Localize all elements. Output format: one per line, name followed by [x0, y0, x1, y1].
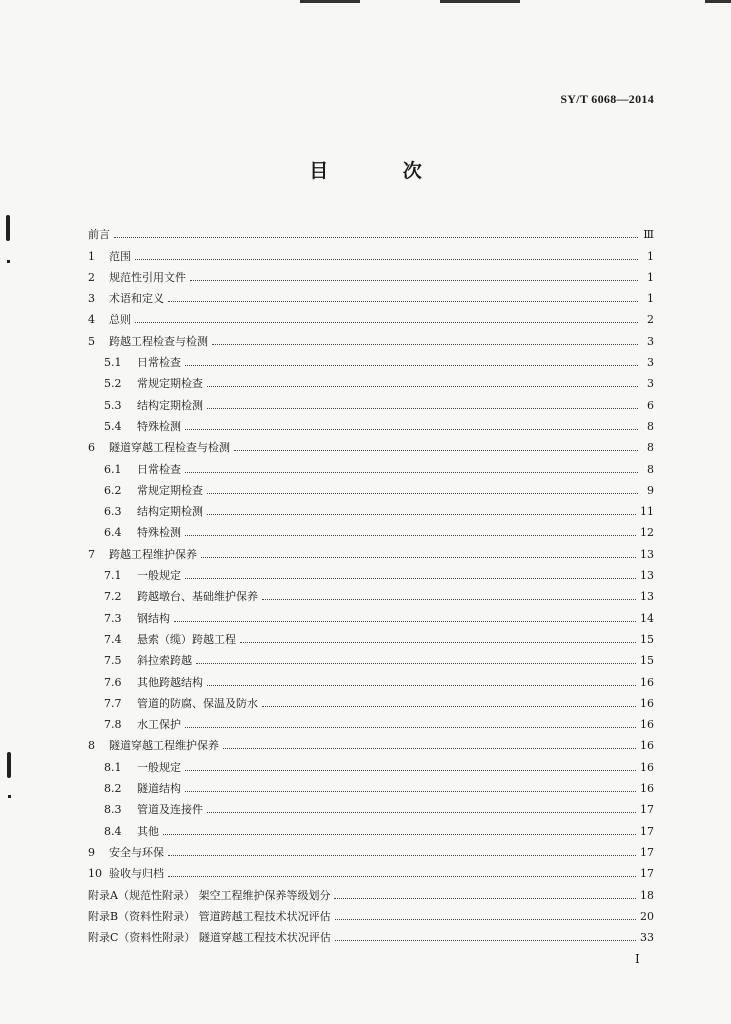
toc-entry-page: 16: [640, 782, 654, 796]
toc-entry-page: 3: [647, 334, 654, 348]
toc-entry[interactable]: [88, 348, 654, 369]
toc-entry[interactable]: [88, 284, 654, 305]
toc-entry[interactable]: [88, 880, 654, 901]
toc-entry-title: 日常检查: [137, 356, 181, 370]
toc-entry-number: 5.4: [104, 419, 122, 433]
toc-entry-title: 常规定期检查: [137, 377, 203, 391]
toc-entry-page: 16: [640, 696, 654, 710]
toc-entry-title: 特殊检测: [137, 526, 181, 540]
toc-entry-title: 总则: [109, 313, 131, 327]
toc-entry[interactable]: [88, 476, 654, 497]
toc-entry-page: 16: [640, 760, 654, 774]
dot-leader: [168, 301, 638, 302]
toc-entry[interactable]: [88, 539, 654, 560]
scan-edge-mark: [705, 0, 731, 3]
toc-entry-page: 12: [640, 526, 654, 540]
toc-entry-page: 8: [647, 462, 654, 476]
toc-entry-title: 跨越工程维护保养: [109, 547, 197, 561]
toc-entry[interactable]: [88, 454, 654, 475]
toc-entry-page: 11: [640, 505, 654, 519]
dot-leader: [207, 685, 636, 686]
toc-entry-page: 16: [640, 739, 654, 753]
toc-entry[interactable]: [88, 305, 654, 326]
toc-entry-number: 6.2: [104, 483, 122, 497]
toc-entry[interactable]: [88, 412, 654, 433]
toc-entry-title: 一般规定: [137, 569, 181, 583]
toc-entry-title: 管道的防腐、保温及防水: [137, 696, 258, 710]
toc-entry-title: 隧道穿越工程检查与检测: [109, 441, 230, 455]
toc-entry-page: 13: [640, 569, 654, 583]
toc-entry-number: 9: [88, 845, 95, 859]
toc-entry-page: 13: [640, 547, 654, 561]
toc-entry-number: 8.4: [104, 824, 122, 838]
toc-entry-title: 水工保护: [137, 718, 181, 732]
toc-entry-page: 6: [647, 398, 654, 412]
toc-entry-number: 3: [88, 292, 95, 306]
scan-artifact: [6, 215, 10, 241]
toc-entry-page: 8: [647, 441, 654, 455]
toc-entry[interactable]: [88, 774, 654, 795]
toc-entry-number: 5: [88, 334, 95, 348]
toc-entry-number: 8.2: [104, 782, 122, 796]
toc-entry-page: 18: [640, 888, 654, 902]
page-number: I: [635, 952, 640, 966]
toc-entry[interactable]: [88, 816, 654, 837]
toc-entry-number: 8.3: [104, 803, 122, 817]
toc-entry-page: 17: [640, 845, 654, 859]
dot-leader: [234, 450, 638, 451]
toc-entry[interactable]: [88, 497, 654, 518]
toc-entry-page: 13: [640, 590, 654, 604]
toc-entry[interactable]: [88, 667, 654, 688]
toc-entry[interactable]: [88, 220, 654, 241]
dot-leader: [207, 812, 636, 813]
toc-entry[interactable]: [88, 646, 654, 667]
toc-entry-number: 6: [88, 441, 95, 455]
toc-entry[interactable]: [88, 263, 654, 284]
toc-entry-title: 术语和定义: [109, 292, 164, 306]
toc-entry-page: 8: [647, 419, 654, 433]
toc-entry[interactable]: [88, 326, 654, 347]
toc-entry-page: 16: [640, 718, 654, 732]
dot-leader: [135, 322, 638, 323]
toc-entry-number: 10: [88, 867, 102, 881]
dot-leader: [174, 621, 636, 622]
dot-leader: [114, 237, 638, 238]
dot-leader: [190, 280, 638, 281]
toc-entry-page: 14: [640, 611, 654, 625]
dot-leader: [262, 706, 636, 707]
dot-leader: [240, 642, 636, 643]
dot-leader: [163, 834, 636, 835]
toc-entry-title: 常规定期检查: [137, 483, 203, 497]
toc-entry-page: 20: [640, 909, 654, 923]
dot-leader: [212, 344, 638, 345]
toc-entry[interactable]: [88, 689, 654, 710]
toc-entry[interactable]: [88, 603, 654, 624]
toc-entry[interactable]: [88, 433, 654, 454]
toc-entry-title: 附录C（资料性附录） 隧道穿越工程技术状况评估: [88, 931, 331, 945]
toc-entry[interactable]: [88, 923, 654, 944]
toc-entry[interactable]: [88, 710, 654, 731]
toc-entry-page: 17: [640, 867, 654, 881]
dot-leader: [335, 919, 636, 920]
toc-entry-title: 斜拉索跨越: [137, 654, 192, 668]
dot-leader: [196, 663, 636, 664]
scan-edge-mark: [440, 0, 520, 3]
toc-entry-page: 17: [640, 824, 654, 838]
toc-entry-page: 16: [640, 675, 654, 689]
toc-entry-title: 结构定期检测: [137, 505, 203, 519]
toc-entry-number: 7.1: [104, 569, 122, 583]
toc-entry[interactable]: [88, 518, 654, 539]
toc-entry-title: 悬索（缆）跨越工程: [137, 632, 236, 646]
toc-entry[interactable]: [88, 795, 654, 816]
toc-entry-number: 8.1: [104, 760, 122, 774]
toc-entry-page: 1: [647, 249, 654, 263]
dot-leader: [207, 514, 636, 515]
toc-entry-page: 3: [647, 356, 654, 370]
dot-leader: [335, 940, 636, 941]
toc-entry-number: 5.3: [104, 398, 122, 412]
toc-entry-title: 日常检查: [137, 462, 181, 476]
toc-entry-title: 附录B（资料性附录） 管道跨越工程技术状况评估: [88, 909, 331, 923]
toc-entry-page: Ⅲ: [643, 228, 654, 242]
dot-leader: [168, 876, 636, 877]
toc-entry-page: 3: [647, 377, 654, 391]
dot-leader: [185, 472, 638, 473]
toc-entry-number: 5.2: [104, 377, 122, 391]
toc-entry-title: 前言: [88, 228, 110, 242]
toc-entry-number: 6.3: [104, 505, 122, 519]
dot-leader: [334, 898, 636, 899]
toc-entry-page: 1: [647, 270, 654, 284]
scan-artifact: [8, 795, 11, 798]
toc-entry[interactable]: [88, 859, 654, 880]
toc-entry-title: 管道及连接件: [137, 803, 203, 817]
dot-leader: [207, 386, 638, 387]
dot-leader: [185, 770, 636, 771]
toc-entry-number: 4: [88, 313, 95, 327]
toc-entry-number: 2: [88, 270, 95, 284]
toc-entry-title: 特殊检测: [137, 419, 181, 433]
dot-leader: [185, 791, 636, 792]
toc-entry[interactable]: [88, 561, 654, 582]
dot-leader: [185, 429, 638, 430]
toc-entry-number: 7.5: [104, 654, 122, 668]
toc-entry[interactable]: [88, 838, 654, 859]
toc-entry-title: 范围: [109, 249, 131, 263]
dot-leader: [185, 365, 638, 366]
dot-leader: [185, 578, 636, 579]
dot-leader: [223, 748, 636, 749]
standard-code: SY/T 6068—2014: [560, 92, 654, 106]
toc-entry-title: 其他跨越结构: [137, 675, 203, 689]
toc-entry-number: 7.3: [104, 611, 122, 625]
toc-entry-number: 7: [88, 547, 95, 561]
toc-entry-number: 7.4: [104, 632, 122, 646]
dot-leader: [207, 493, 638, 494]
toc-entry-title: 结构定期检测: [137, 398, 203, 412]
toc-entry[interactable]: [88, 582, 654, 603]
toc-entry-page: 9: [647, 483, 654, 497]
toc-entry-title: 安全与环保: [109, 845, 164, 859]
dot-leader: [207, 408, 638, 409]
dot-leader: [185, 535, 636, 536]
dot-leader: [201, 557, 636, 558]
toc-entry-number: 7.7: [104, 696, 122, 710]
toc-entry[interactable]: [88, 625, 654, 646]
dot-leader: [262, 599, 636, 600]
toc-entry-page: 2: [647, 313, 654, 327]
toc-entry[interactable]: [88, 390, 654, 411]
toc-entry-title: 跨越工程检查与检测: [109, 334, 208, 348]
toc-entry-title: 隧道结构: [137, 782, 181, 796]
toc-entry[interactable]: [88, 369, 654, 390]
toc-entry-title: 规范性引用文件: [109, 270, 186, 284]
dot-leader: [185, 727, 636, 728]
table-of-contents: [88, 220, 654, 944]
toc-entry-number: 8: [88, 739, 95, 753]
dot-leader: [168, 855, 636, 856]
toc-entry-page: 15: [640, 632, 654, 646]
toc-entry-page: 1: [647, 292, 654, 306]
toc-entry[interactable]: [88, 902, 654, 923]
scan-artifact: [7, 260, 10, 263]
toc-entry-number: 1: [88, 249, 95, 263]
toc-entry-page: 15: [640, 654, 654, 668]
page-title: 目 次: [309, 160, 456, 182]
toc-entry[interactable]: [88, 731, 654, 752]
toc-entry-number: 7.6: [104, 675, 122, 689]
toc-entry-number: 6.1: [104, 462, 122, 476]
toc-entry[interactable]: [88, 241, 654, 262]
toc-entry-title: 隧道穿越工程维护保养: [109, 739, 219, 753]
toc-entry-number: 7.8: [104, 718, 122, 732]
scan-edge-mark: [300, 0, 360, 3]
toc-entry-title: 其他: [137, 824, 159, 838]
toc-entry-page: 33: [640, 931, 654, 945]
toc-entry-title: 钢结构: [137, 611, 170, 625]
toc-entry-number: 7.2: [104, 590, 122, 604]
toc-entry-title: 验收与归档: [109, 867, 164, 881]
toc-entry-number: 6.4: [104, 526, 122, 540]
toc-entry-title: 附录A（规范性附录） 架空工程维护保养等级划分: [88, 888, 331, 902]
dot-leader: [135, 259, 638, 260]
toc-entry-title: 一般规定: [137, 760, 181, 774]
scan-artifact: [7, 752, 11, 778]
toc-entry[interactable]: [88, 752, 654, 773]
toc-entry-number: 5.1: [104, 356, 122, 370]
toc-entry-title: 跨越墩台、基础维护保养: [137, 590, 258, 604]
toc-entry-page: 17: [640, 803, 654, 817]
